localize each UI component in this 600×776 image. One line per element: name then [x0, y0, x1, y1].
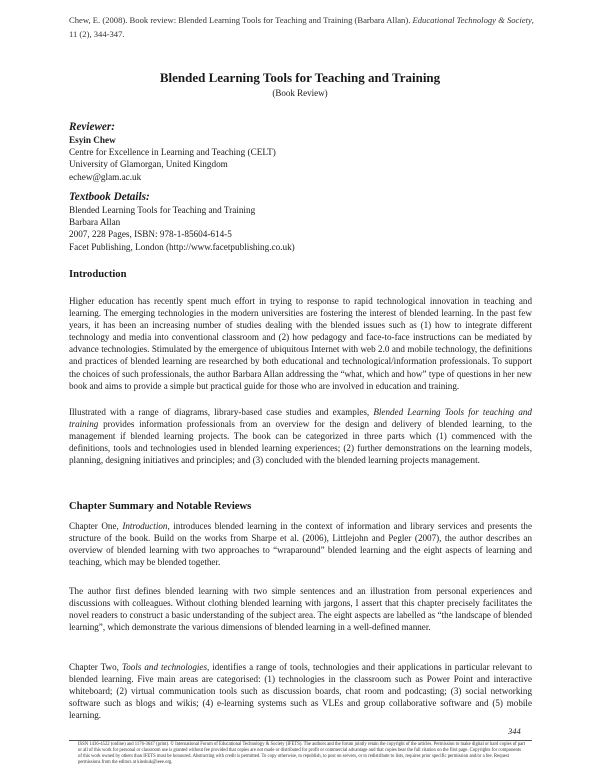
chapter-p1-rest: , introduces blended learning in the context of information and library services and presents the structure of the book. Build on the works from Sharpe et al. (2006), Littlejohn and Pegler (2007), the author describes an overview of blended learning with two approaches to “wraparound” blended learning and the eight aspects of learning and teaching, which may be blended together.: [69, 521, 532, 568]
page-subtitle: (Book Review): [272, 88, 328, 98]
citation-journal: Educational Technology & Society: [412, 15, 532, 25]
introduction-paragraph-2: [69, 406, 532, 466]
citation-header: [69, 13, 539, 41]
introduction-paragraph-1: Higher education has recently spent much effort in trying to response to rapid technological innovation in teaching and learning. The emerging technologies in the modern universities are fostering the interest of blended learning. In the past few years, it has been an increasing number of studies dealing with the blended issues such as (1) how to integrate different technology and media into conventional classroom and (2) how pedagogy and face-to-face instructions can be mediated by advance technologies. Stimulated by the emergence of ubiquitous Internet with web 2.0 and mobile technology, the definitions and practices of blended learning are researched by both educational and technological/information professionals. To support the choices of such professionals, the author Barbara Allan addressing the “what, which and how” type of questions in her new book and aims to provide a simple but practical guide for those who are involved in education and training.: [69, 296, 532, 391]
intro-p2-rest: provides information professionals from an overview for the design and delivery of blended learning, to the management if blended learning projects. The book can be categorized in three parts which (1) commenced with the definitions, tools and technologies used in blended learning experiences; (2) further demonstrations on the learning models, planning, designing initiatives and principles; and (3) concluded with the blended learning projects management.: [69, 419, 532, 466]
textbook-title: Blended Learning Tools for Teaching and Training: [69, 205, 256, 215]
textbook-publication: 2007, 228 Pages, ISBN: 978-1-85604-614-5: [69, 229, 232, 240]
chapter-summary-heading: Chapter Summary and Notable Reviews: [69, 501, 252, 512]
chapter-p1-start: Chapter One,: [69, 521, 123, 531]
reviewer-university: University of Glamorgan, United Kingdom: [69, 159, 228, 170]
footer-copyright: ISSN 1436-4522 (online) and 1176-3647 (print). © International Forum of Educational Technology & Society (IFETS). The authors and the forum jointly retain the copyright of the articles. Permission to make digital or hard copies of part or all of this work for personal or classroom use is granted without fee provided that copies are not made or distributed for profit or commercial advantage and that copies bear the full citation on the first page. Copyrights for components of this work owned by others than IFETS must be honoured. Abstracting with credit is permitted. To copy otherwise, to republish, to post on servers, or to redistribute to lists, requires prior specific permission and/or a fee. Request permissions from the editors at kinshuk@ieee.org.: [78, 742, 526, 766]
intro-p2-start: Illustrated with a range of diagrams, library-based case studies and examples,: [69, 407, 374, 417]
reviewer-heading: Reviewer:: [69, 121, 115, 133]
page-title: Blended Learning Tools for Teaching and Training: [159, 70, 441, 85]
chapter-p3-rest: , identifies a range of tools, technologies and their applications in particular relevant to blended learning. Five main areas are categorised: (1) technologies in the classroom such as Power Point and interactive whiteboard; (2) virtual communication tools such as discussion boards, chat room and podcasting; (3) social networking software such as blogs and wikis; (4) e-learning systems such as VLEs and group collaborative software and (5) mobile learning.: [69, 662, 533, 721]
textbook-author: Barbara Allan: [69, 217, 121, 228]
reviewer-name: Esyin Chew: [69, 135, 116, 145]
reviewer-details: [69, 134, 276, 183]
introduction-heading: Introduction: [69, 269, 127, 280]
chapter-summary-paragraph-3: [69, 661, 532, 721]
chapter-summary-paragraph-2: The author first defines blended learning with two simple sentences and an illustration from personal experiences and discussions with colleagues. Without clothing blended learning with jargons, I assert that this chapter precisely facilitates the novel readers to construct a basic understanding of the subject area. The eight aspects are labelled as “the landscape of blended learning”, which demonstrate the various dimensions of blended learning in a well-defined manner.: [69, 586, 532, 633]
textbook-heading: Textbook Details:: [69, 191, 150, 203]
page-number: 344: [508, 726, 521, 736]
intro-p2-book-title: Blended Learning Tools for teaching and training: [69, 407, 532, 430]
textbook-details: [69, 204, 295, 253]
title-block: [0, 70, 600, 99]
chapter-p3-start: Chapter Two,: [69, 662, 122, 672]
footer-divider: [69, 740, 532, 741]
reviewer-affiliation: Centre for Excellence in Learning and Teaching (CELT): [69, 147, 276, 158]
reviewer-email: echew@glam.ac.uk: [69, 171, 142, 182]
citation-details: , 11 (2), 344-347.: [69, 15, 534, 39]
chapter-p3-chapter-name: Tools and technologies: [121, 662, 207, 672]
textbook-publisher: Facet Publishing, London (http://www.facetpublishing.co.uk): [69, 241, 295, 252]
citation-text: Chew, E. (2008). Book review: Blended Learning Tools for Teaching and Training (Barbara Allan).: [69, 15, 413, 25]
chapter-summary-paragraph-1: [69, 520, 532, 568]
chapter-p1-chapter-name: Introduction: [122, 521, 168, 531]
